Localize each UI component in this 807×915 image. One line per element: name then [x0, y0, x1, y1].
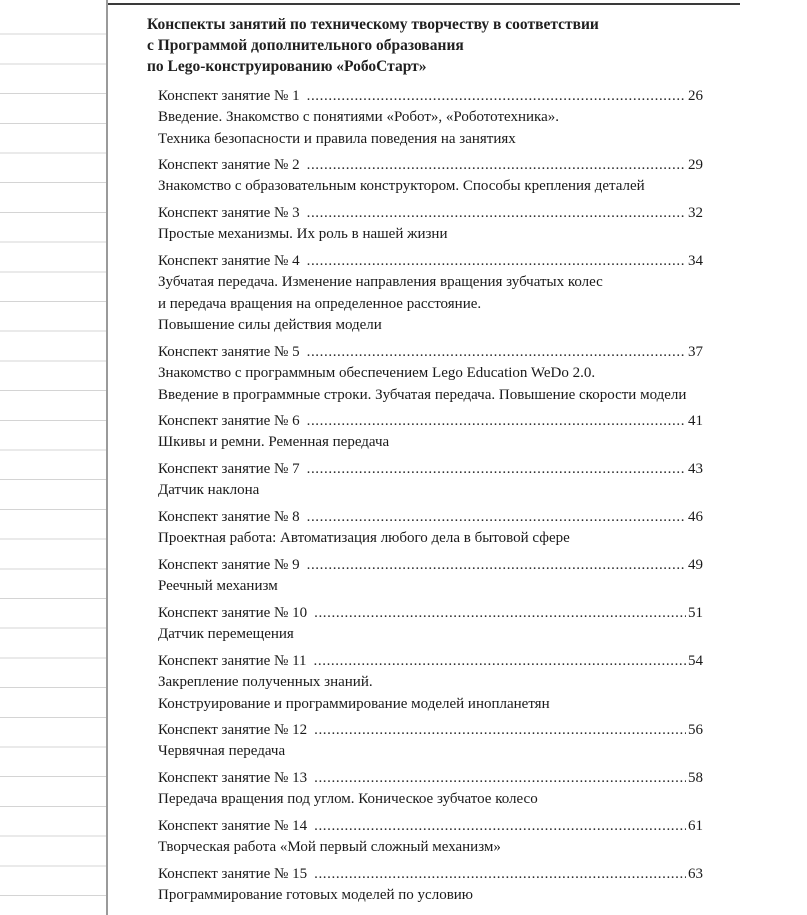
toc-page-number: 37 — [688, 344, 703, 360]
toc-entry-label: Конспект занятие № 15 — [158, 866, 308, 882]
dot-leader — [314, 720, 686, 741]
toc-entry-label: Конспект занятие № 12 — [158, 722, 308, 738]
toc-entry[interactable] — [158, 603, 703, 646]
toc-page-number: 49 — [688, 557, 703, 573]
toc-heading-line — [158, 86, 703, 107]
toc-entry-description: Червячная передача — [158, 743, 286, 759]
dot-leader — [307, 411, 686, 432]
toc-entry[interactable] — [158, 507, 703, 550]
dot-leader — [307, 555, 686, 576]
title-line-1: Конспекты занятий по техническому творчеству в соответствии — [147, 16, 599, 33]
toc-entry-description: Реечный механизм — [158, 578, 278, 594]
toc-page-number: 56 — [688, 722, 703, 738]
toc-heading-line — [158, 342, 703, 363]
toc-entry-description: Знакомство с программным обеспечением Lego Education WeDo 2.0. — [158, 365, 596, 381]
dot-leader — [307, 155, 686, 176]
toc-page-number: 26 — [688, 88, 703, 104]
toc-heading-line — [158, 411, 703, 432]
toc-entry[interactable] — [158, 720, 703, 763]
toc-entry-label: Конспект занятие № 2 — [158, 157, 300, 173]
toc-entry-description: Знакомство с образовательным конструктором. Способы крепления деталей — [158, 178, 645, 194]
toc-heading-line — [158, 203, 703, 224]
toc-entry-description: Введение. Знакомство с понятиями «Робот», «Робототехника». — [158, 109, 560, 125]
title-line-3: по Lego-конструированию «РобоСтарт» — [147, 58, 427, 75]
toc-entry-label: Конспект занятие № 4 — [158, 253, 300, 269]
toc-page-number: 32 — [688, 205, 703, 221]
dot-leader — [307, 507, 686, 528]
toc-entry-label: Конспект занятие № 8 — [158, 509, 300, 525]
toc-heading-line — [158, 459, 703, 480]
toc-entry-description: Шкивы и ремни. Ременная передача — [158, 434, 390, 450]
toc-entry-description: Зубчатая передача. Изменение направления вращения зубчатых колес — [158, 274, 603, 290]
dot-leader — [314, 816, 686, 837]
title-line-2: с Программой дополнительного образования — [147, 37, 464, 54]
dot-leader — [314, 768, 686, 789]
toc-entry-description: Техника безопасности и правила поведения на занятиях — [158, 130, 516, 147]
toc-page-number: 29 — [688, 157, 703, 173]
toc-page-number: 41 — [688, 413, 703, 429]
dot-leader — [314, 864, 686, 885]
toc-page-number: 61 — [688, 818, 703, 834]
document-page — [108, 0, 807, 915]
toc-heading-line — [158, 603, 703, 624]
toc-entry-description: Датчик наклона — [158, 482, 260, 498]
toc-entry-description: Датчик перемещения — [158, 626, 294, 642]
toc-page-number: 63 — [688, 866, 703, 882]
toc-entry-label: Конспект занятие № 1 — [158, 88, 300, 104]
margin-ruled-strip — [0, 0, 106, 915]
toc-entry[interactable] — [158, 651, 703, 715]
section-title — [147, 14, 787, 77]
toc-entry[interactable] — [158, 155, 703, 198]
dot-leader — [307, 86, 686, 107]
toc-entry[interactable] — [158, 459, 703, 502]
dot-leader — [314, 651, 686, 672]
toc-heading-line — [158, 864, 703, 885]
dot-leader — [307, 203, 686, 224]
toc-page-number: 58 — [688, 770, 703, 786]
toc-entry-description: Введение в программные строки. Зубчатая передача. Повышение скорости модели — [158, 386, 687, 403]
toc-entry[interactable] — [158, 86, 703, 150]
toc-entry[interactable] — [158, 555, 703, 598]
toc-entry-label: Конспект занятие № 6 — [158, 413, 300, 429]
toc-entry[interactable] — [158, 203, 703, 246]
toc-heading-line — [158, 555, 703, 576]
toc-entry-description: Повышение силы действия модели — [158, 317, 382, 333]
toc-entry-description: Программирование готовых моделей по условию — [158, 887, 474, 903]
toc-entry-label: Конспект занятие № 13 — [158, 770, 308, 786]
toc-heading-line — [158, 816, 703, 837]
toc-entry[interactable] — [158, 342, 703, 406]
toc-entry-label: Конспект занятие № 10 — [158, 605, 308, 621]
dot-leader — [314, 603, 686, 624]
toc-page-number: 34 — [688, 253, 703, 269]
toc-entry-label: Конспект занятие № 5 — [158, 344, 300, 360]
toc-page-number: 51 — [688, 605, 703, 621]
toc-entry-description: Простые механизмы. Их роль в нашей жизни — [158, 226, 448, 242]
toc-entry[interactable] — [158, 816, 703, 859]
toc-heading-line — [158, 251, 703, 272]
toc-entry[interactable] — [158, 411, 703, 454]
toc-entry[interactable] — [158, 768, 703, 811]
toc-entry-description: Творческая работа «Мой первый сложный механизм» — [158, 839, 501, 855]
toc-entry-label: Конспект занятие № 3 — [158, 205, 300, 221]
toc-entry-label: Конспект занятие № 14 — [158, 818, 308, 834]
toc-heading-line — [158, 651, 703, 672]
dot-leader — [307, 342, 686, 363]
toc-entry[interactable] — [158, 251, 703, 337]
toc-heading-line — [158, 155, 703, 176]
toc-heading-line — [158, 768, 703, 789]
toc-heading-line — [158, 720, 703, 741]
toc-entry-label: Конспект занятие № 9 — [158, 557, 300, 573]
toc-entry-description: и передача вращения на определенное расстояние. — [158, 295, 482, 312]
toc-heading-line — [158, 507, 703, 528]
toc-page-number: 54 — [688, 653, 703, 669]
toc-entry-description: Передача вращения под углом. Коническое зубчатое колесо — [158, 791, 538, 807]
toc-entry-description: Проектная работа: Автоматизация любого дела в бытовой сфере — [158, 530, 570, 546]
toc-entry-description: Конструирование и программирование моделей инопланетян — [158, 695, 550, 712]
toc-page-number: 46 — [688, 509, 703, 525]
toc-entry-description: Закрепление полученных знаний. — [158, 674, 373, 690]
dot-leader — [307, 251, 686, 272]
toc-page-number: 43 — [688, 461, 703, 477]
toc-entry[interactable] — [158, 864, 703, 907]
dot-leader — [307, 459, 686, 480]
toc-entry-label: Конспект занятие № 7 — [158, 461, 300, 477]
toc-entry-label: Конспект занятие № 11 — [158, 653, 307, 669]
